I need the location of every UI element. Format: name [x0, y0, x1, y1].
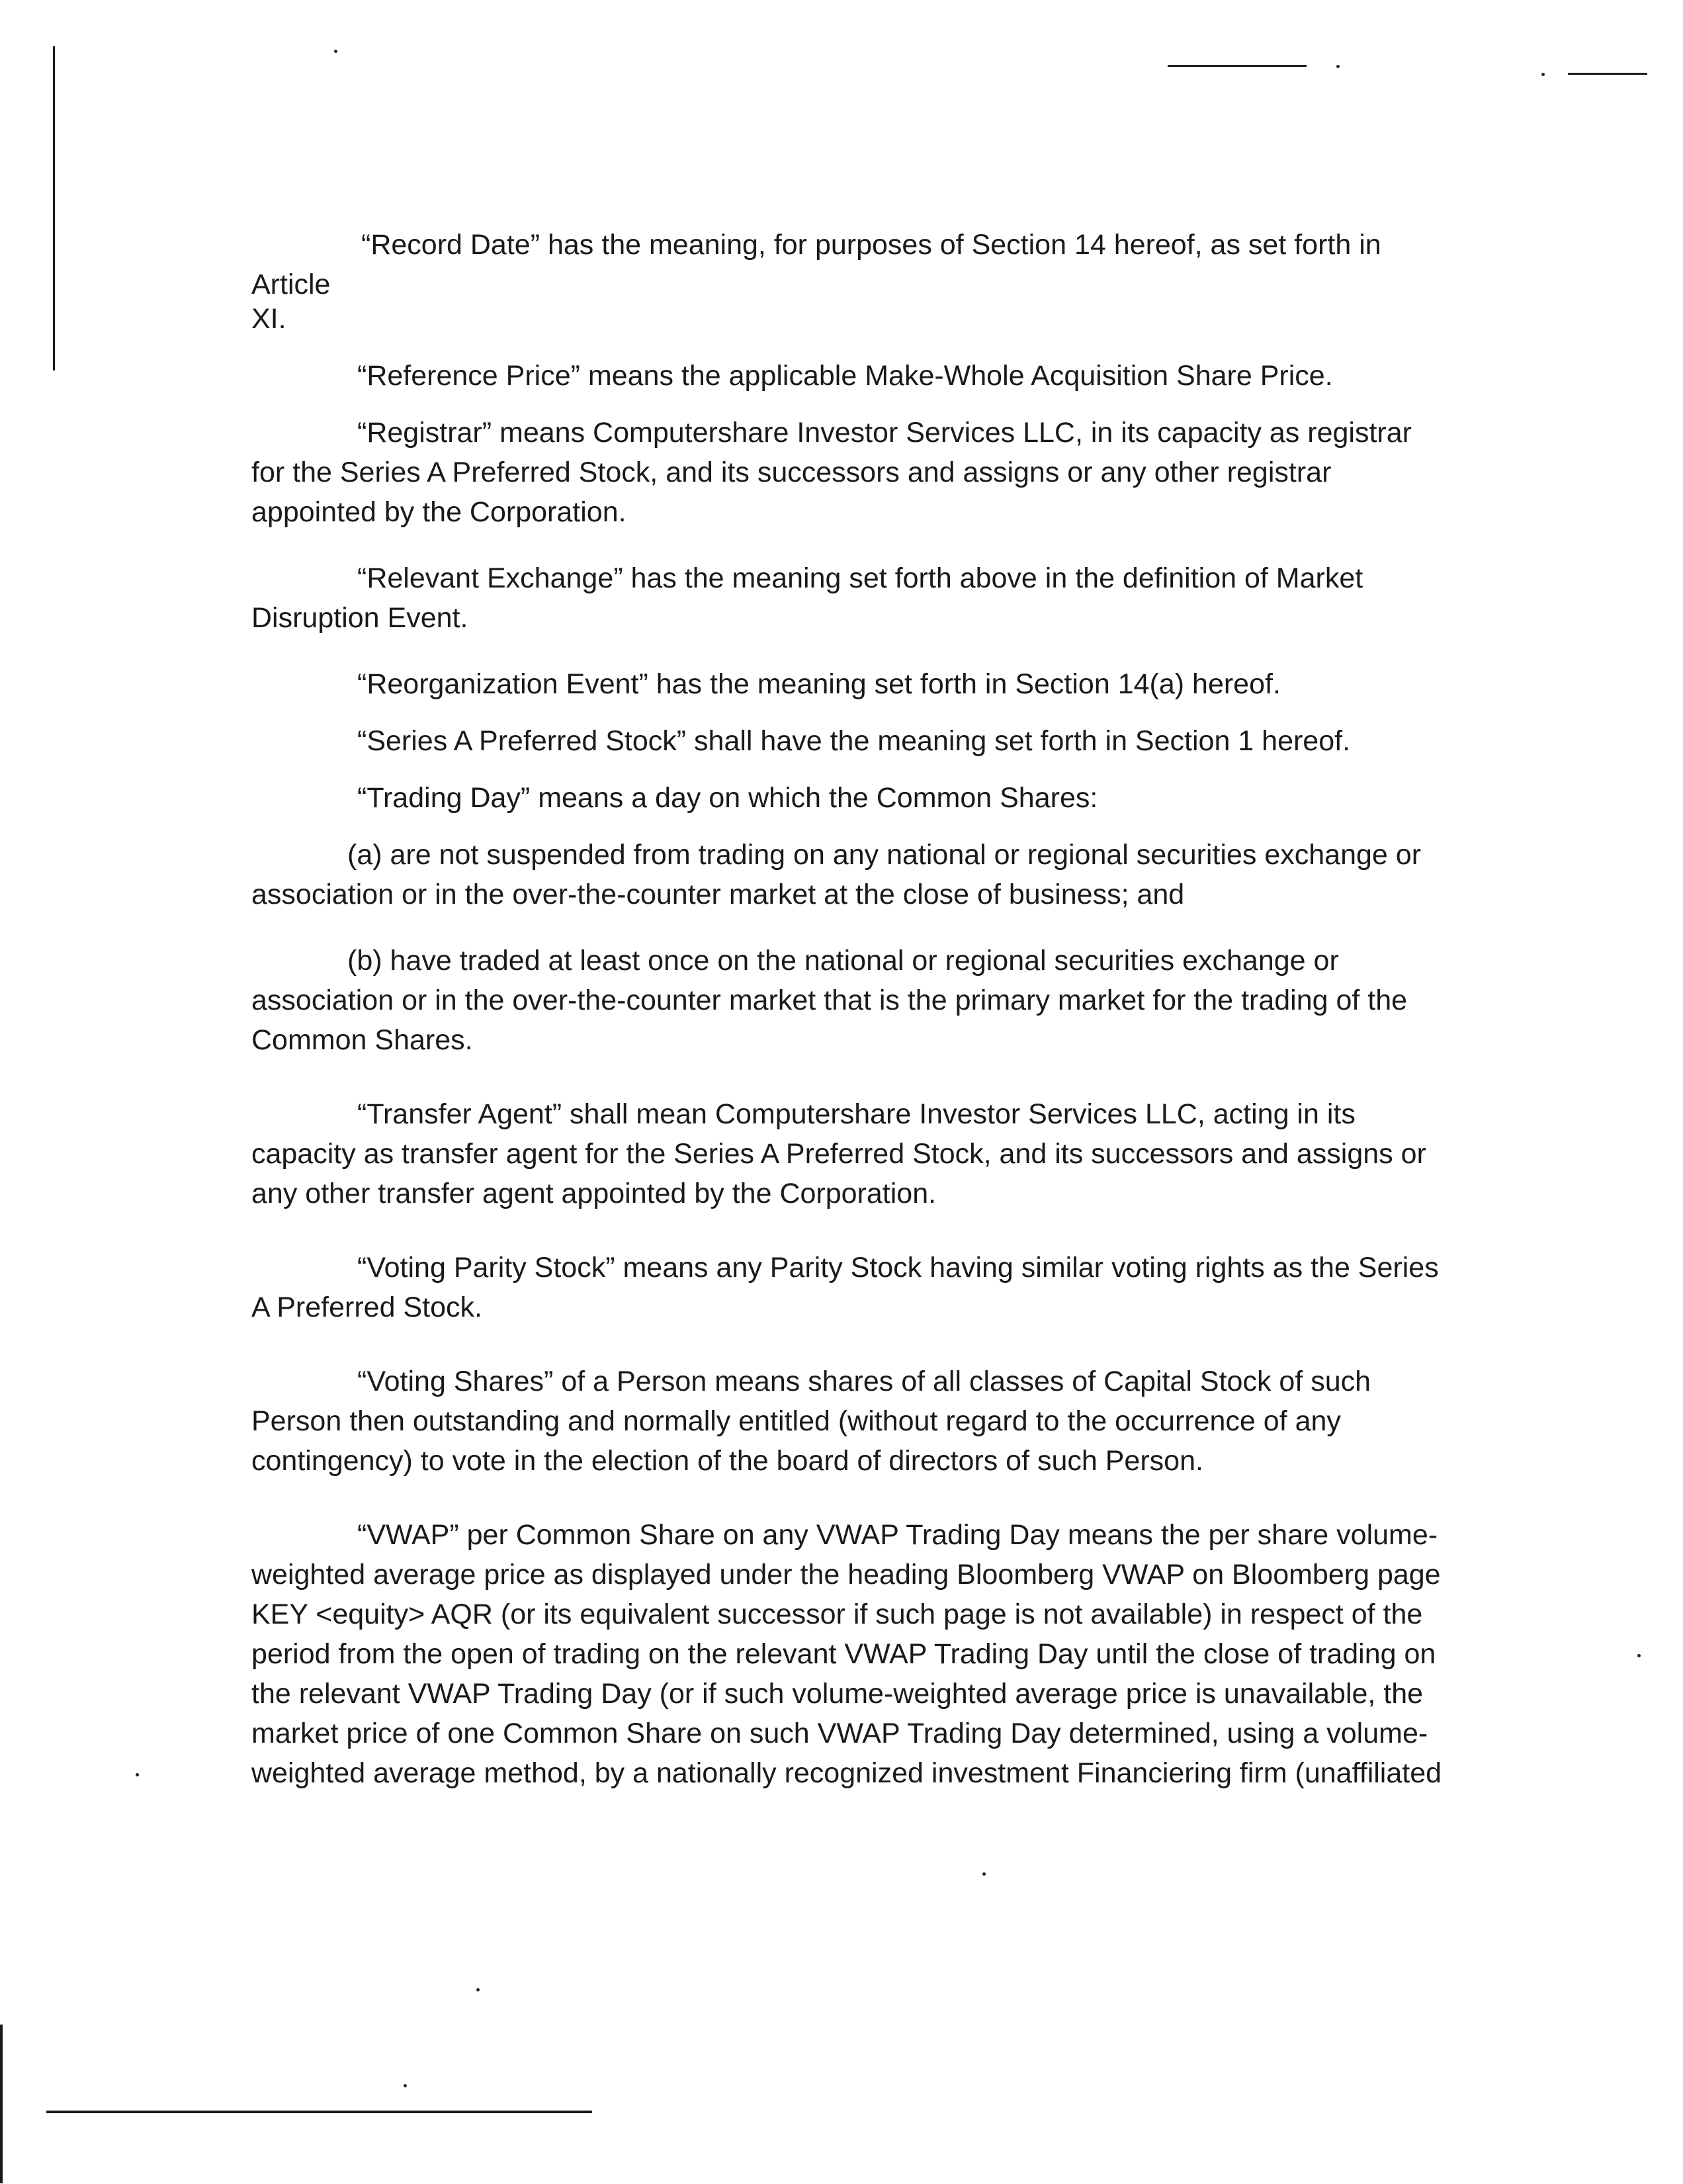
definition-voting-parity-stock: “Voting Parity Stock” means any Parity Stock having similar voting rights as the Series A Preferred Stock.	[251, 1252, 1439, 1323]
definition-series-a-preferred-stock: “Series A Preferred Stock” shall have the meaning set forth in Section 1 hereof.	[357, 725, 1351, 757]
definition-record-date-line2: XI.	[251, 303, 286, 335]
scan-left-margin-line	[53, 46, 55, 371]
definition-vwap: “VWAP” per Common Share on any VWAP Trading Day means the per share volume-weighted average price as displayed under the heading Bloomberg VWAP on Bloomberg page KEY <equity> AQR (or its equivalent successor if such page is not available) in respect of the period from the open of trading on the relevant VWAP Trading Day until the close of trading on the relevant VWAP Trading Day (or if such volume-weighted average price is unavailable, the market price of one Common Share on such VWAP Trading Day determined, using a volume-weighted average method, by a nationally recognized investment Financiering firm (unaffiliated	[251, 1519, 1442, 1789]
scan-speck-1	[334, 50, 337, 53]
definition-registrar: “Registrar” means Computershare Investor Services LLC, in its capacity as registrar for the Series A Preferred Stock, and its successors and assigns or any other registrar appointed by the Corporation.	[251, 417, 1412, 528]
scan-top-right-dash	[1168, 65, 1307, 67]
scan-speck-2	[1336, 65, 1340, 68]
scan-speck-8	[982, 1872, 986, 1876]
definition-trading-day: “Trading Day” means a day on which the Common Shares:	[357, 782, 1098, 814]
definition-voting-shares: “Voting Shares” of a Person means shares of all classes of Capital Stock of such Person then outstanding and normally entitled (without regard to the occurrence of any contingency) to vote in the election of the board of directors of such Person.	[251, 1366, 1371, 1477]
scan-speck-5	[476, 1988, 480, 1991]
scan-speck-6	[404, 2084, 407, 2087]
definition-relevant-exchange: “Relevant Exchange” has the meaning set forth above in the definition of Market Disruption Event.	[251, 562, 1363, 634]
definition-record-date-line1: “Record Date” has the meaning, for purposes of Section 14 hereof, as set forth in Article	[251, 229, 1381, 300]
scan-bottom-left-edge	[0, 2025, 3, 2183]
definition-transfer-agent: “Transfer Agent” shall mean Computershare Investor Services LLC, acting in its capacity as transfer agent for the Series A Preferred Stock, and its successors and assigns or any other transfer agent appointed by the Corporation.	[251, 1098, 1426, 1209]
scan-bottom-rule	[46, 2111, 592, 2113]
definition-reference-price: “Reference Price” means the applicable Make-Whole Acquisition Share Price.	[357, 360, 1333, 392]
scan-speck-3	[1541, 73, 1545, 76]
trading-day-clause-b: (b) have traded at least once on the national or regional securities exchange or association or in the over-the-counter market that is the primary market for the trading of the Common Shares.	[251, 945, 1408, 1056]
scan-speck-7	[1637, 1654, 1641, 1657]
trading-day-clause-a: (a) are not suspended from trading on any national or regional securities exchange or association or in the over-the-counter market at the close of business; and	[251, 839, 1422, 910]
document-body	[251, 225, 1442, 1793]
scan-speck-4	[136, 1773, 139, 1776]
scan-top-right-dash-2	[1568, 73, 1647, 75]
definition-reorganization-event: “Reorganization Event” has the meaning set forth in Section 14(a) hereof.	[357, 668, 1281, 700]
